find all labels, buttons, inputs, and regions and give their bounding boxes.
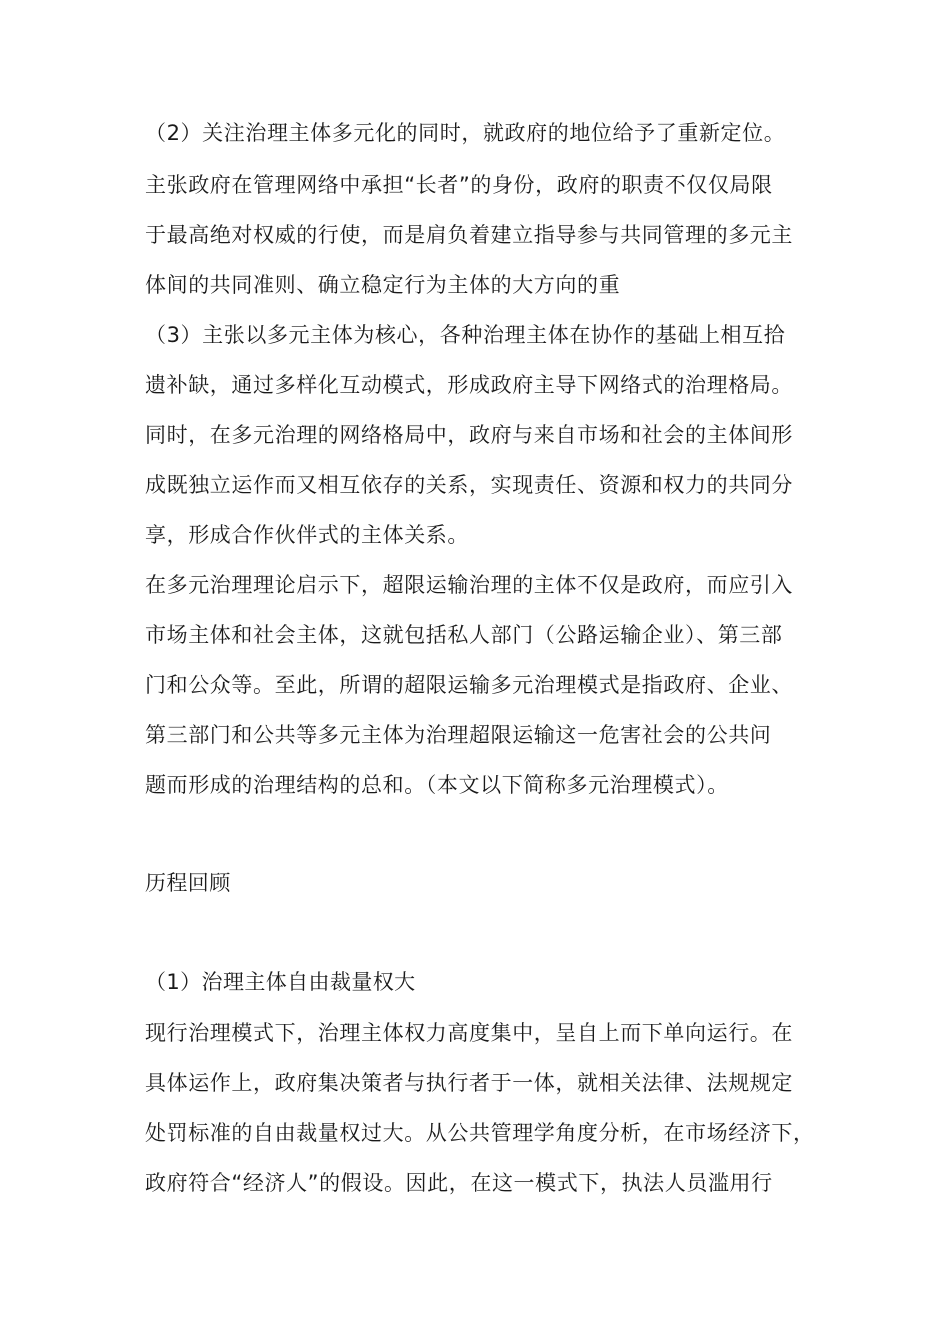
paragraph-line: 主张政府在管理网络中承担“长者”的身份，政府的职责不仅仅局限	[145, 173, 773, 197]
paragraph-line: （3）主张以多元主体为核心，各种治理主体在协作的基础上相互拾	[145, 323, 786, 347]
subsection-heading: （1）治理主体自由裁量权大	[145, 970, 416, 994]
paragraph-line: 于最高绝对权威的行使，而是肩负着建立指导参与共同管理的多元主	[145, 223, 793, 247]
paragraph-line: 具体运作上，政府集决策者与执行者于一体，就相关法律、法规规定	[145, 1071, 793, 1095]
paragraph-line: 同时，在多元治理的网络格局中，政府与来自市场和社会的主体间形	[145, 423, 793, 447]
paragraph-line: 门和公众等。至此，所谓的超限运输多元治理模式是指政府、企业、	[145, 673, 793, 697]
paragraph-line: 第三部门和公共等多元主体为治理超限运输这一危害社会的公共问	[145, 723, 772, 747]
paragraph-line: （2）关注治理主体多元化的同时，就政府的地位给予了重新定位。	[145, 121, 786, 145]
paragraph-line: 市场主体和社会主体，这就包括私人部门（公路运输企业）、第三部	[145, 623, 783, 647]
paragraph-line: 处罚标准的自由裁量权过大。从公共管理学角度分析，在市场经济下，	[145, 1121, 815, 1145]
paragraph-line: 在多元治理理论启示下，超限运输治理的主体不仅是政府，而应引入	[145, 573, 793, 597]
paragraph-line: 题而形成的治理结构的总和。（本文以下简称多元治理模式）。	[145, 773, 729, 797]
paragraph-line: 政府符合“经济人”的假设。因此，在这一模式下，执法人员滥用行	[145, 1171, 773, 1195]
paragraph-line: 享，形成合作伙伴式的主体关系。	[145, 523, 469, 547]
paragraph-line: 现行治理模式下，治理主体权力高度集中，呈自上而下单向运行。在	[145, 1021, 793, 1045]
paragraph-line: 遗补缺，通过多样化互动模式，形成政府主导下网络式的治理格局。	[145, 373, 793, 397]
section-heading: 历程回顾	[145, 871, 231, 895]
paragraph-line: 体间的共同准则、确立稳定行为主体的大方向的重	[145, 273, 621, 297]
paragraph-line: 成既独立运作而又相互依存的关系，实现责任、资源和权力的共同分	[145, 473, 793, 497]
